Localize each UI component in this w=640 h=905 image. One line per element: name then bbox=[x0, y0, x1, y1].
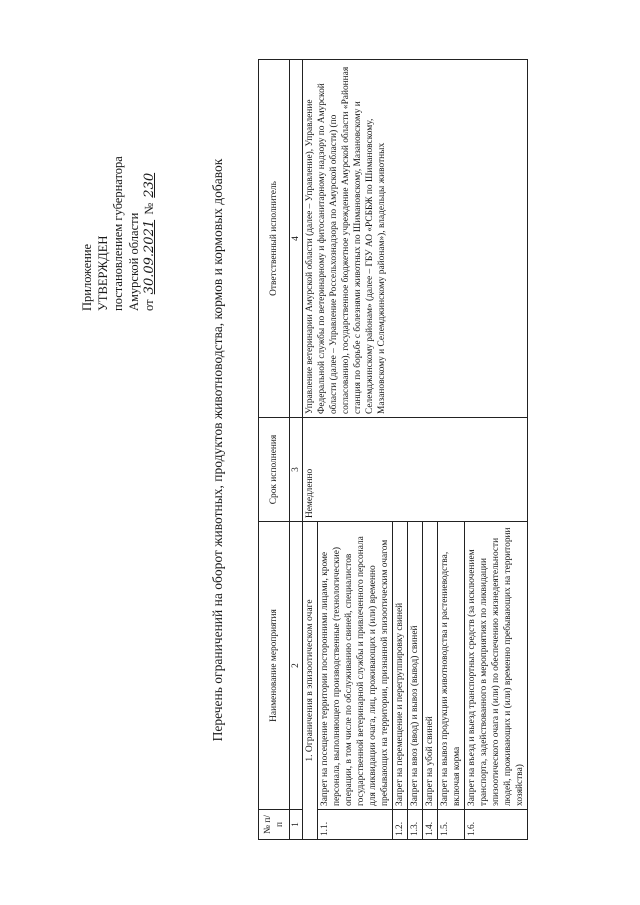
approval-date-line bbox=[142, 11, 158, 311]
handwritten-number: 230 bbox=[142, 172, 157, 198]
column-number: 2 bbox=[290, 522, 303, 810]
executor-cell: Управление ветеринарии Амурской области (далее – Управление), Управление Федеральной службы по ветеринарному и фитосанитарному надзору по Амурской области (далее – Управление Россельхознадзора по Амурской области) (по согласованию), государственное бюджетное учреждение Амурской области «Районная станция по борьбе с болезнями животных по Шимановскому, Мазановскому и Селемджинскому районам» (далее – ГБУ АО «РСББЖ по Шимановскому, Мазановскому и Селемджинскому районам»), владельцы животных bbox=[303, 60, 528, 418]
row-measure: Запрет на вывоз продукции животноводства и растениеводства, включая корма bbox=[438, 522, 465, 810]
deadline-cell: Немедленно bbox=[303, 418, 528, 522]
row-number: 1.1. bbox=[318, 810, 393, 840]
number-prefix: № bbox=[142, 202, 156, 215]
section-title: 1. Ограничения в эпизоотическом очаге bbox=[303, 522, 318, 840]
row-number: 1.2. bbox=[393, 810, 408, 840]
row-measure: Запрет на убой свиней bbox=[423, 522, 438, 810]
table-header-row bbox=[259, 60, 290, 840]
row-number: 1.4. bbox=[423, 810, 438, 840]
section-row bbox=[303, 60, 318, 840]
header-number: № п/п bbox=[259, 810, 290, 840]
approval-line-approved: УТВЕРЖДЕН bbox=[95, 235, 110, 311]
row-measure: Запрет на въезд и выезд транспортных средств (за исключением транспорта, задействованного в мероприятиях по ликвидации эпизоотического очага и (или) по обеспечению жизнедеятельности людей, проживающих и (или) временно пребывающих на территории хозяйства) bbox=[465, 522, 528, 810]
column-number: 4 bbox=[290, 60, 303, 418]
row-number: 1.6. bbox=[465, 810, 528, 840]
document-title: Перечень ограничений на оборот животных, продуктов животноводства, кормов и кормовых добавок bbox=[210, 158, 225, 742]
approval-line-appendix: Приложение bbox=[80, 243, 94, 311]
approval-line-decree: постановлением губернатора bbox=[111, 156, 125, 311]
header-measure: Наименование мероприятия bbox=[259, 522, 290, 810]
approval-stamp bbox=[80, 11, 158, 311]
column-number: 1 bbox=[290, 810, 303, 840]
row-number: 1.5. bbox=[438, 810, 465, 840]
column-number: 3 bbox=[290, 418, 303, 522]
header-deadline: Срок исполнения bbox=[259, 418, 290, 522]
row-measure: Запрет на посещение территории посторонними лицами, кроме персонала, выполняющего производственные (технологические) операции, в том числе по обслуживанию свиней, специалистов государственной ветеринарной службы и привлеченного персонала для ликвидации очага, лиц, проживающих и (или) временно пребывающих на территории, признанной эпизоотическим очагом bbox=[318, 522, 393, 810]
row-measure: Запрет на ввоз (ввод) и вывоз (вывод) свиней bbox=[408, 522, 423, 810]
date-prefix: от bbox=[142, 299, 156, 311]
column-number-row bbox=[290, 60, 303, 840]
restrictions-table bbox=[258, 59, 528, 840]
header-executor: Ответственный исполнитель bbox=[259, 60, 290, 418]
row-measure: Запрет на перемещение и перегруппировку свиней bbox=[393, 522, 408, 810]
handwritten-date: 30.09.2021 bbox=[142, 219, 157, 295]
row-number: 1.3. bbox=[408, 810, 423, 840]
approval-line-region: Амурской области bbox=[126, 212, 141, 311]
